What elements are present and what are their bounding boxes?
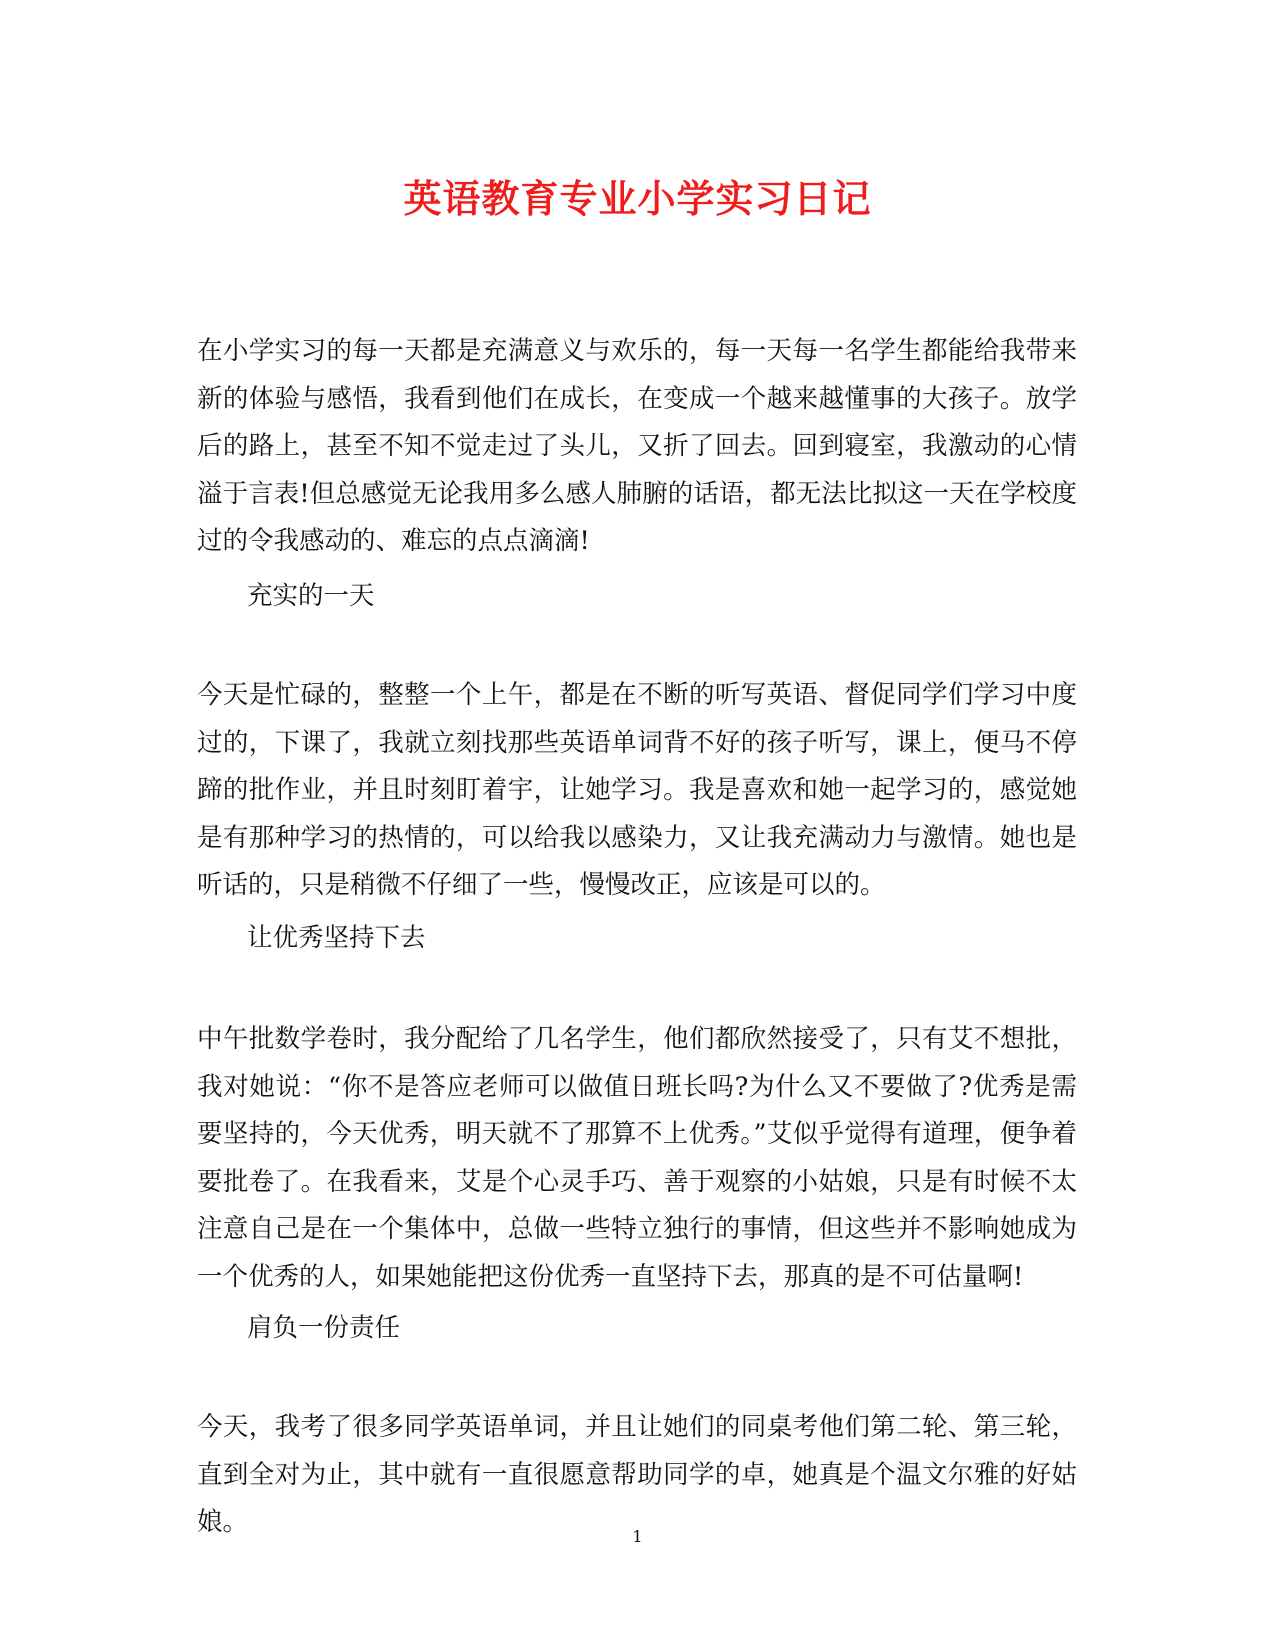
paragraph-busy-day: 今天是忙碌的，整整一个上午，都是在不断的听写英语、督促同学们学习中度过的，下课了，我就立刻找那些英语单词背不好的孩子听写，课上，便马不停蹄的批作业，并且时刻盯着宇，让她学习。我是喜欢和她一起学习的，感觉她是有那种学习的热情的，可以给我以感染力，又让我充满动力与激情。她也是听话的，只是稍微不仔细了一些，慢慢改正，应该是可以的。 <box>197 680 1077 900</box>
page-number: 1 <box>632 1527 643 1546</box>
section-heading-1: 充实的一天 <box>247 581 375 611</box>
paragraph-responsibility: 今天，我考了很多同学英语单词，并且让她们的同桌考他们第二轮、第三轮，直到全对为止，其中就有一直很愿意帮助同学的卓，她真是个温文尔雅的好姑娘。 <box>197 1412 1077 1537</box>
document-title: 英语教育专业小学实习日记 <box>403 176 872 221</box>
section-heading-2: 让优秀坚持下去 <box>247 923 426 953</box>
section-heading-3: 肩负一份责任 <box>247 1313 401 1343</box>
paragraph-persist-excellence: 中午批数学卷时，我分配给了几名学生，他们都欣然接受了，只有艾不想批，我对她说：“你不是答应老师可以做值日班长吗?为什么又不要做了?优秀是需要坚持的，今天优秀，明天就不了那算不上优秀。”艾似乎觉得有道理，便争着要批卷了。在我看来，艾是个心灵手巧、善于观察的小姑娘，只是有时候不太注意自己是在一个集体中，总做一些特立独行的事情，但这些并不影响她成为一个优秀的人，如果她能把这份优秀一直坚持下去，那真的是不可估量啊! <box>197 1024 1077 1292</box>
paragraph-intro: 在小学实习的每一天都是充满意义与欢乐的，每一天每一名学生都能给我带来新的体验与感悟，我看到他们在成长，在变成一个越来越懂事的大孩子。放学后的路上，甚至不知不觉走过了头儿，又折了回去。回到寝室，我激动的心情溢于言表!但总感觉无论我用多么感人肺腑的话语，都无法比拟这一天在学校度过的令我感动的、难忘的点点滴滴! <box>197 336 1077 556</box>
